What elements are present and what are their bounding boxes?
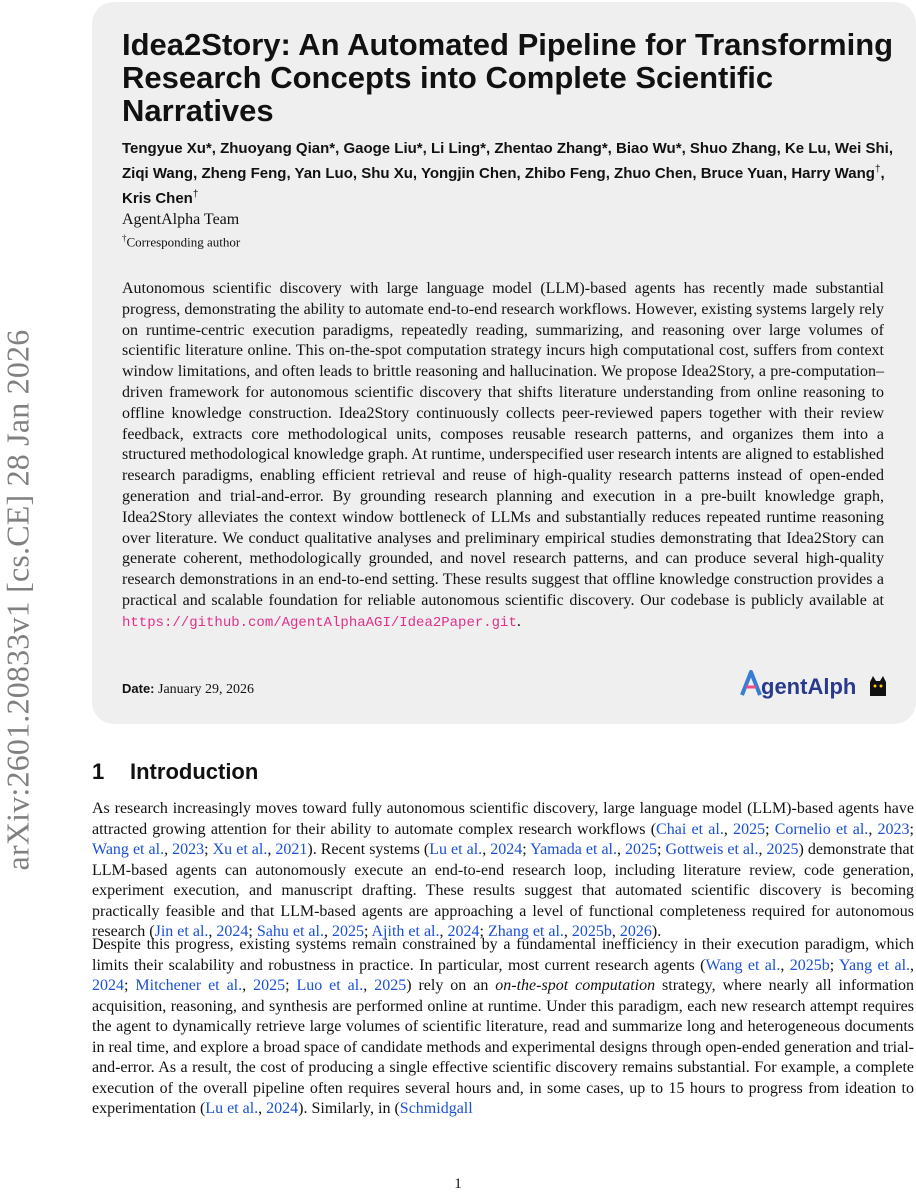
author-name: Zhibo Feng (524, 165, 606, 182)
emphasis-text: on-the-spot computation (495, 977, 656, 994)
citation-link[interactable]: Yamada et al. (530, 841, 617, 858)
citation-link[interactable]: Yang et al. (839, 956, 911, 974)
author-name: Zheng Feng (201, 165, 287, 182)
codebase-link[interactable]: https://github.com/AgentAlphaAGI/Idea2Paper.git (122, 614, 517, 631)
citation-link[interactable]: Mitchener et al. (135, 977, 243, 994)
citation-link[interactable]: 2021 (275, 841, 308, 858)
author-name: Zhentao Zhang* (494, 140, 608, 157)
citation-link[interactable]: Wang et al. (705, 956, 781, 974)
author-name: Wei Shi (834, 140, 889, 157)
author-name: Li Ling* (430, 140, 486, 157)
page-number: 1 (454, 1176, 462, 1192)
section-heading (92, 759, 258, 785)
citation-link[interactable]: 2025 (253, 977, 286, 994)
citation-link[interactable]: Sahu et al. (256, 923, 324, 940)
citation-link[interactable]: 2023 (877, 820, 910, 838)
citation-link[interactable]: 2026 (619, 923, 652, 940)
citation-link[interactable]: Lu et al. (205, 1100, 259, 1117)
arxiv-id: arXiv:2601.20833v1 [cs.CE] 28 Jan 2026 (0, 329, 36, 871)
intro-paragraph-2: Despite this progress, existing systems remain constrained by a fundamental inefficiency in their execution paradigm, which limits their scalability and robustness in practice. In particular, most current research agents (Wang et al., 2025b; Yang et al., 2024; Mitchener et al., 2025; Luo et al., 2025) rely on an on-the-spot computation strategy, where nearly all information acquisition, reasoning, and synthesis are performed online at runtime. Under this paradigm, each new research attempt requires the agent to dynamically retrieve large volumes of scientific literature, read and summarize long and heterogeneous documents in real time, and explore a broad space of candidate methods and experimental designs through open-ended generation and trial-and-error. As a result, the cost of producing a single effective scientific discovery remains substantial. For example, a complete execution of the overall pipeline often requires several hours and, in some cases, up to 15 hours to progress from ideation to experimentation (Lu et al., 2024). Similarly, in (Schmidgall (92, 936, 915, 1117)
team-name: AgentAlpha Team (122, 211, 240, 228)
date-line (122, 681, 254, 698)
intro-paragraph-1: As research increasingly moves toward fully autonomous scientific discovery, large language model (LLM)-based agents have attracted growing attention for their ability to automate complex research workflows (Chai et al., 2025; Cornelio et al., 2023; Wang et al., 2023; Xu et al., 2021). Recent systems (Lu et al., 2024; Yamada et al., 2025; Gottweis et al., 2025) demonstrate that LLM-based agents can autonomously execute an end-to-end research loop, including literature review, code generation, experiment execution, and manuscript drafting. These results suggest that automated scientific discovery is becoming practically feasible and that LLM-based agents are approaching a level of functional completeness required for autonomous research (Jin et al., 2024; Sahu et al., 2025; Ajith et al., 2024; Zhang et al., 2025b, 2026). (92, 800, 915, 940)
author-name: Zhuoyang Qian* (220, 140, 336, 157)
citation-link[interactable]: 2024 (216, 923, 249, 940)
author-name: Yongjin Chen (420, 165, 517, 182)
cat-icon (870, 676, 886, 696)
abstract-text: Autonomous scientific discovery with large language model (LLM)-based agents has recently made substantial progress, demonstrating the ability to automate end-to-end research workflows. However, existing systems largely rely on runtime-centric execution paradigms, repeatedly reading, summarizing, and reasoning over large volumes of scientific literature online. This on-the-spot computation strategy incurs high computational cost, suffers from context window limitations, and often leads to brittle reasoning and hallucination. We propose Idea2Story, a pre-computation–driven framework for autonomous scientific discovery that shifts literature understanding from online reasoning to offline knowledge construction. Idea2Story continuously collects peer-reviewed papers together with their review feedback, extracts core methodological units, composes reusable research patterns, and organizes them into a structured methodological knowledge graph. At runtime, underspecified user research intents are aligned to established research paradigms, enabling efficient retrieval and reuse of high-quality research patterns instead of open-ended generation and trial-and-error. By grounding research planning and execution in a pre-built knowledge graph, Idea2Story alleviates the context window bottleneck of LLMs and substantially reduces repeated runtime reasoning over literature. We conduct qualitative analyses and preliminary empirical studies demonstrating that Idea2Story can generate coherent, methodologically grounded, and novel research patterns, and can produce several high-quality research demonstrations in an end-to-end setting. These results suggest that offline knowledge construction provides a practical and scalable foundation for reliable autonomous scientific discovery. Our codebase is publicly available at (122, 280, 884, 609)
author-name: Shu Xu (361, 165, 413, 182)
author-name: Tengyue Xu* (122, 140, 212, 157)
author-mark: † (874, 164, 881, 175)
abstract: Autonomous scientific discovery with large language model (LLM)-based agents has recently made substantial progress, demonstrating the ability to automate end-to-end research workflows. However, existing systems largely rely on runtime-centric execution paradigms, repeatedly reading, summarizing, and reasoning over large volumes of scientific literature online. This on-the-spot computation strategy incurs high computational cost, suffers from context window limitations, and often leads to brittle reasoning and hallucination. We propose Idea2Story, a pre-computation–driven framework for autonomous scientific discovery that shifts literature understanding from online reasoning to offline knowledge construction. Idea2Story continuously collects peer-reviewed papers together with their review feedback, extracts core methodological units, composes reusable research patterns, and organizes them into a structured methodological knowledge graph. At runtime, underspecified user research intents are aligned to established research paradigms, enabling efficient retrieval and reuse of high-quality research patterns instead of open-ended generation and trial-and-error. By grounding research planning and execution in a pre-built knowledge graph, Idea2Story alleviates the context window bottleneck of LLMs and substantially reduces repeated runtime reasoning over literature. We conduct qualitative analyses and preliminary empirical studies demonstrating that Idea2Story can generate coherent, methodologically grounded, and novel research patterns, and can produce several high-quality research demonstrations in an end-to-end setting. These results suggest that offline knowledge construction provides a practical and scalable foundation for reliable autonomous scientific discovery. Our codebase is publicly available at https://github.com/AgentAlphaAGI/Idea2Paper.git. (122, 280, 884, 631)
citation-link[interactable]: 2025 (733, 820, 766, 838)
author-name: Zhuo Chen (614, 165, 693, 182)
citation-link[interactable]: 2025 (766, 841, 799, 858)
citation-link[interactable]: Zhang et al. (487, 923, 564, 940)
citation-link[interactable]: 2023 (172, 841, 205, 858)
date-label: Date: (122, 681, 155, 696)
author-list: Tengyue Xu*, Zhuoyang Qian*, Gaoge Liu*, Li Ling*, Zhentao Zhang*, Biao Wu*, Shuo Zhang, Ke Lu, Wei Shi, Ziqi Wang, Zheng Feng, Yan Luo, Shu Xu, Yongjin Chen, Zhibo Feng, Zhuo Chen, Bruce Yuan, Harry Wang†, Kris Chen† (122, 140, 893, 207)
logo-mark-icon (742, 672, 760, 695)
author-name: Shuo Zhang (689, 140, 777, 157)
author-name: Kris Chen (122, 190, 193, 207)
citation-link[interactable]: Wang et al. (92, 841, 165, 858)
citation-link[interactable]: 2025 (625, 841, 658, 858)
author-name: Gaoge Liu* (343, 140, 423, 157)
citation-link[interactable]: 2024 (447, 923, 480, 940)
section-title: Introduction (130, 759, 259, 784)
author-name: Harry Wang (791, 165, 875, 182)
author-name: Bruce Yuan (700, 165, 783, 182)
author-name: Ke Lu (784, 140, 827, 157)
citation-link[interactable]: Jin et al. (154, 923, 209, 940)
citation-link[interactable]: Lu et al. (429, 841, 483, 858)
dagger-mark: † (122, 233, 127, 243)
citation-link[interactable]: 2025 (374, 977, 407, 994)
citation-link[interactable]: 2025b (789, 956, 830, 974)
date-value: January 29, 2026 (158, 682, 255, 697)
citation-link[interactable]: Cornelio et al. (774, 820, 869, 838)
citation-link[interactable]: Ajith et al. (371, 923, 440, 940)
corresponding-label: Corresponding author (126, 234, 241, 250)
corresponding-note (122, 233, 240, 250)
logo-wordmark: gentAlph (761, 674, 857, 699)
citation-link[interactable]: Gottweis et al. (665, 841, 759, 858)
citation-link[interactable]: Chai et al. (656, 820, 724, 838)
author-mark: † (192, 189, 199, 200)
citation-link[interactable]: Schmidgall (399, 1100, 473, 1117)
citation-link[interactable]: 2025 (331, 923, 364, 940)
agentalpha-logo (738, 665, 888, 701)
citation-link[interactable]: 2024 (266, 1100, 299, 1117)
citation-link[interactable]: 2024 (490, 841, 523, 858)
citation-link[interactable]: 2025b (571, 923, 612, 940)
author-name: Yan Luo (294, 165, 353, 182)
citation-link[interactable]: 2024 (92, 977, 124, 994)
section-number: 1 (92, 759, 105, 784)
paper-title: Idea2Story: An Automated Pipeline for Transforming Research Concepts into Complete Scientific Narratives (122, 27, 894, 128)
citation-link[interactable]: Xu et al. (212, 841, 268, 858)
author-name: Ziqi Wang (122, 165, 194, 182)
citation-link[interactable]: Luo et al. (296, 977, 364, 994)
author-name: Biao Wu* (616, 140, 682, 157)
